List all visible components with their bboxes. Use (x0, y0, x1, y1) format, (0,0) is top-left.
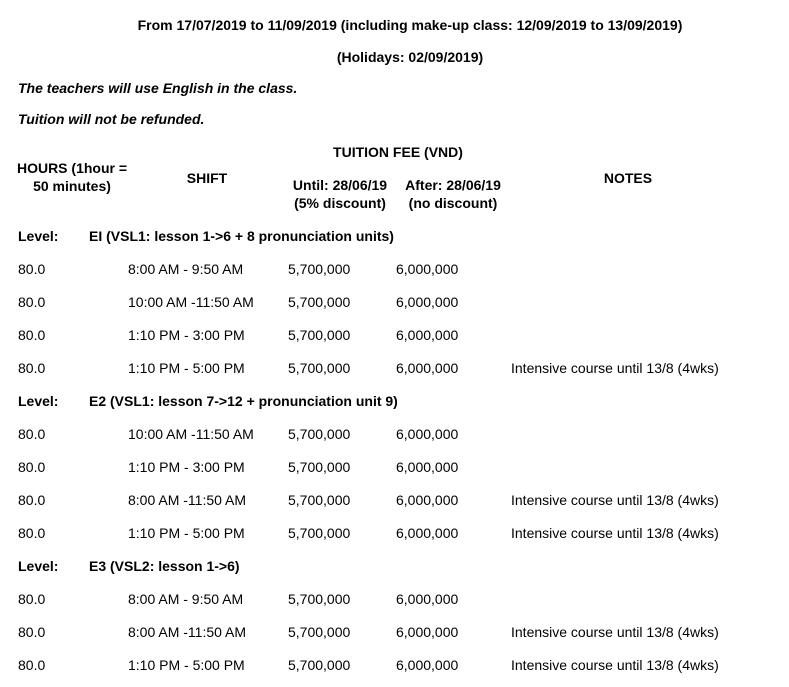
level-label: Level: (18, 393, 59, 409)
tuition-until-cell: 5,700,000 (288, 294, 351, 310)
level-label: Level: (18, 228, 59, 244)
shift-cell: 10:00 AM -11:50 AM (128, 294, 254, 310)
shift-cell: 8:00 AM - 9:50 AM (128, 591, 244, 607)
hours-cell: 80.0 (18, 591, 46, 607)
tuition-after-cell: 6,000,000 (396, 426, 459, 442)
shift-cell: 8:00 AM -11:50 AM (128, 492, 247, 508)
shift-cell: 1:10 PM - 5:00 PM (128, 360, 245, 376)
tuition-after-cell: 6,000,000 (396, 525, 459, 541)
shift-cell: 8:00 AM - 9:50 AM (128, 261, 244, 277)
hours-header-line1: HOURS (1hour = (16, 160, 128, 176)
level-name: E2 (VSL1: lesson 7->12 + pronunciation unit 9) (89, 393, 398, 409)
level-label: Level: (18, 558, 59, 574)
notes-cell: Intensive course until 13/8 (4wks) (511, 657, 719, 673)
tuition-after-cell: 6,000,000 (396, 294, 459, 310)
tuition-until-cell: 5,700,000 (288, 426, 351, 442)
tuition-after-cell: 6,000,000 (396, 261, 459, 277)
until-header-line1: Until: 28/06/19 (292, 177, 388, 193)
notes-column-header: NOTES (603, 170, 653, 186)
tuition-fee-header: TUITION FEE (VND) (333, 144, 463, 160)
tuition-after-cell: 6,000,000 (396, 624, 459, 640)
tuition-after-cell: 6,000,000 (396, 492, 459, 508)
tuition-after-cell: 6,000,000 (396, 327, 459, 343)
shift-column-header: SHIFT (186, 170, 228, 186)
tuition-until-cell: 5,700,000 (288, 624, 351, 640)
tuition-until-cell: 5,700,000 (288, 492, 351, 508)
tuition-until-cell: 5,700,000 (288, 591, 351, 607)
hours-cell: 80.0 (18, 294, 46, 310)
until-column-header (285, 176, 395, 212)
tuition-until-cell: 5,700,000 (288, 327, 351, 343)
tuition-until-cell: 5,700,000 (288, 360, 351, 376)
shift-cell: 8:00 AM -11:50 AM (128, 624, 247, 640)
tuition-after-cell: 6,000,000 (396, 591, 459, 607)
shift-cell: 1:10 PM - 5:00 PM (128, 525, 245, 541)
hours-cell: 80.0 (18, 657, 46, 673)
hours-cell: 80.0 (18, 327, 46, 343)
tuition-after-cell: 6,000,000 (396, 657, 459, 673)
english-note: The teachers will use English in the class. (18, 80, 298, 96)
tuition-until-cell: 5,700,000 (288, 459, 351, 475)
hours-cell: 80.0 (18, 624, 46, 640)
notes-cell: Intensive course until 13/8 (4wks) (511, 525, 719, 541)
hours-header-line2: 50 minutes) (33, 178, 111, 194)
notes-cell: Intensive course until 13/8 (4wks) (511, 360, 719, 376)
hours-cell: 80.0 (18, 525, 46, 541)
course-period: From 17/07/2019 to 11/09/2019 (including make-up class: 12/09/2019 to 13/09/2019) (137, 17, 683, 33)
holidays-note: (Holidays: 02/09/2019) (336, 49, 484, 65)
shift-cell: 1:10 PM - 5:00 PM (128, 657, 245, 673)
hours-cell: 80.0 (18, 459, 46, 475)
tuition-until-cell: 5,700,000 (288, 525, 351, 541)
notes-cell: Intensive course until 13/8 (4wks) (511, 492, 719, 508)
tuition-after-cell: 6,000,000 (396, 360, 459, 376)
hours-cell: 80.0 (18, 360, 46, 376)
hours-column-header (14, 159, 130, 195)
notes-cell: Intensive course until 13/8 (4wks) (511, 624, 719, 640)
hours-cell: 80.0 (18, 426, 46, 442)
tuition-until-cell: 5,700,000 (288, 657, 351, 673)
until-header-line2: (5% discount) (294, 195, 386, 211)
hours-cell: 80.0 (18, 492, 46, 508)
tuition-until-cell: 5,700,000 (288, 261, 351, 277)
refund-note: Tuition will not be refunded. (18, 111, 205, 127)
shift-cell: 1:10 PM - 3:00 PM (128, 327, 245, 343)
after-header-line1: After: 28/06/19 (405, 177, 501, 193)
shift-cell: 10:00 AM -11:50 AM (128, 426, 254, 442)
level-name: EI (VSL1: lesson 1->6 + 8 pronunciation units) (89, 228, 394, 244)
level-name: E3 (VSL2: lesson 1->6) (89, 558, 240, 574)
hours-cell: 80.0 (18, 261, 46, 277)
shift-cell: 1:10 PM - 3:00 PM (128, 459, 245, 475)
after-header-line2: (no discount) (408, 195, 498, 211)
after-column-header (398, 176, 508, 212)
tuition-after-cell: 6,000,000 (396, 459, 459, 475)
